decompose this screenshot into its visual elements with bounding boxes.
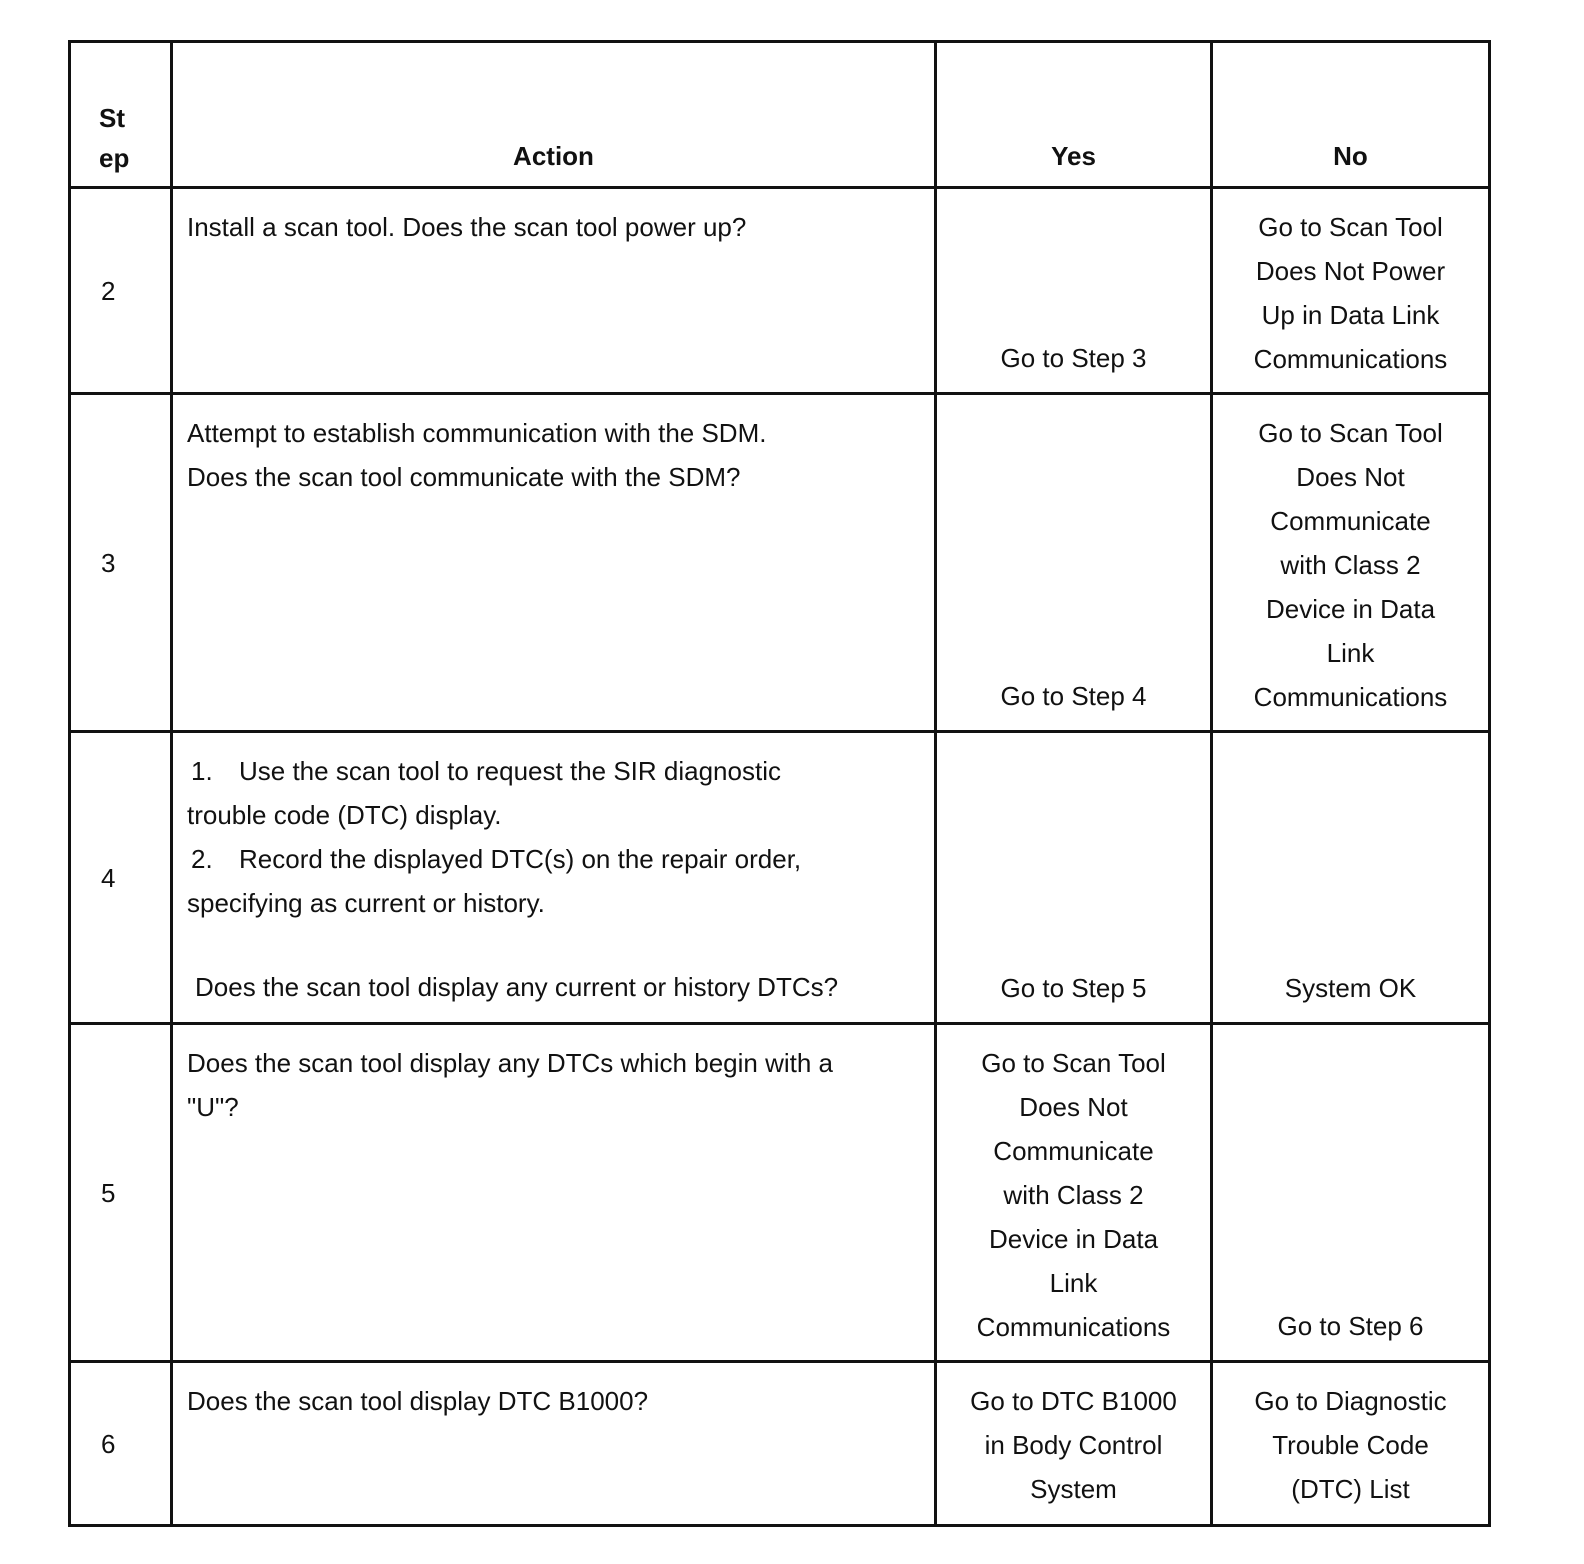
no-text: Go to Diagnostic <box>1254 1386 1447 1416</box>
no-text: Trouble Code <box>1272 1430 1429 1460</box>
no-text: System OK <box>1284 973 1417 1003</box>
spacer <box>187 925 920 965</box>
header-step-line1: St <box>99 103 125 133</box>
yes-cell <box>936 188 1212 394</box>
yes-text: Communications <box>976 1312 1171 1342</box>
step-number: 2 <box>70 188 172 394</box>
yes-text: Link <box>1049 1268 1098 1298</box>
action-cell <box>172 394 936 732</box>
step-number: 3 <box>70 394 172 732</box>
no-text: Go to Scan Tool <box>1258 212 1443 242</box>
yes-text: with Class 2 <box>1003 1180 1144 1210</box>
no-text: Up in Data Link <box>1261 300 1440 330</box>
no-text: Communications <box>1253 682 1448 712</box>
no-cell <box>1212 732 1490 1024</box>
action-text: Attempt to establish communication with the SDM. <box>187 418 767 448</box>
no-text: (DTC) List <box>1291 1474 1410 1504</box>
no-cell <box>1212 1024 1490 1362</box>
list-number: 1. <box>191 756 213 786</box>
yes-text: Communicate <box>993 1136 1154 1166</box>
action-question: Does the scan tool display any current or history DTCs? <box>195 972 839 1002</box>
no-text: Link <box>1326 638 1375 668</box>
list-number: 2. <box>191 844 213 874</box>
no-text: Does Not <box>1296 462 1405 492</box>
header-action: Action <box>172 42 936 188</box>
action-text: "U"? <box>187 1092 239 1122</box>
yes-text: System <box>1030 1474 1117 1504</box>
no-text: Communicate <box>1270 506 1431 536</box>
no-cell <box>1212 1362 1490 1526</box>
action-text: Does the scan tool display any DTCs which begin with a <box>187 1048 833 1078</box>
table-row <box>70 1362 1490 1526</box>
action-text: Record the displayed DTC(s) on the repair order, <box>239 844 802 874</box>
action-text: specifying as current or history. <box>187 888 545 918</box>
diagnostic-table <box>68 40 1491 1527</box>
action-text: Install a scan tool. Does the scan tool power up? <box>187 212 747 242</box>
header-step-line2: ep <box>99 143 130 173</box>
table-row <box>70 732 1490 1024</box>
action-list-item <box>187 749 920 793</box>
action-cell <box>172 1362 936 1526</box>
yes-text: Go to Step 3 <box>1000 343 1147 373</box>
action-cell <box>172 188 936 394</box>
table-row <box>70 1024 1490 1362</box>
step-number: 5 <box>70 1024 172 1362</box>
header-step <box>70 42 172 188</box>
step-number: 4 <box>70 732 172 1024</box>
no-cell <box>1212 394 1490 732</box>
no-text: Device in Data <box>1265 594 1436 624</box>
yes-text: Go to Scan Tool <box>981 1048 1166 1078</box>
table-row <box>70 188 1490 394</box>
header-yes: Yes <box>936 42 1212 188</box>
yes-text: Device in Data <box>988 1224 1159 1254</box>
header-row <box>70 42 1490 188</box>
yes-text: Go to Step 4 <box>1000 681 1147 711</box>
header-no: No <box>1212 42 1490 188</box>
no-cell <box>1212 188 1490 394</box>
no-text: Go to Scan Tool <box>1258 418 1443 448</box>
action-text: trouble code (DTC) display. <box>187 800 502 830</box>
yes-text: Does Not <box>1019 1092 1128 1122</box>
action-cell <box>172 1024 936 1362</box>
no-text: with Class 2 <box>1280 550 1421 580</box>
yes-cell <box>936 732 1212 1024</box>
action-list-item <box>187 837 920 881</box>
no-text: Communications <box>1253 344 1448 374</box>
no-text: Go to Step 6 <box>1277 1311 1424 1341</box>
yes-cell <box>936 1024 1212 1362</box>
yes-text: in Body Control <box>984 1430 1163 1460</box>
yes-cell <box>936 1362 1212 1526</box>
action-cell <box>172 732 936 1024</box>
yes-text: Go to Step 5 <box>1000 973 1147 1003</box>
yes-text: Go to DTC B1000 <box>970 1386 1177 1416</box>
step-number: 6 <box>70 1362 172 1526</box>
action-text: Does the scan tool display DTC B1000? <box>187 1386 649 1416</box>
table-row <box>70 394 1490 732</box>
no-text: Does Not Power <box>1255 256 1446 286</box>
yes-cell <box>936 394 1212 732</box>
action-text: Use the scan tool to request the SIR diagnostic <box>239 756 781 786</box>
action-text: Does the scan tool communicate with the SDM? <box>187 462 741 492</box>
